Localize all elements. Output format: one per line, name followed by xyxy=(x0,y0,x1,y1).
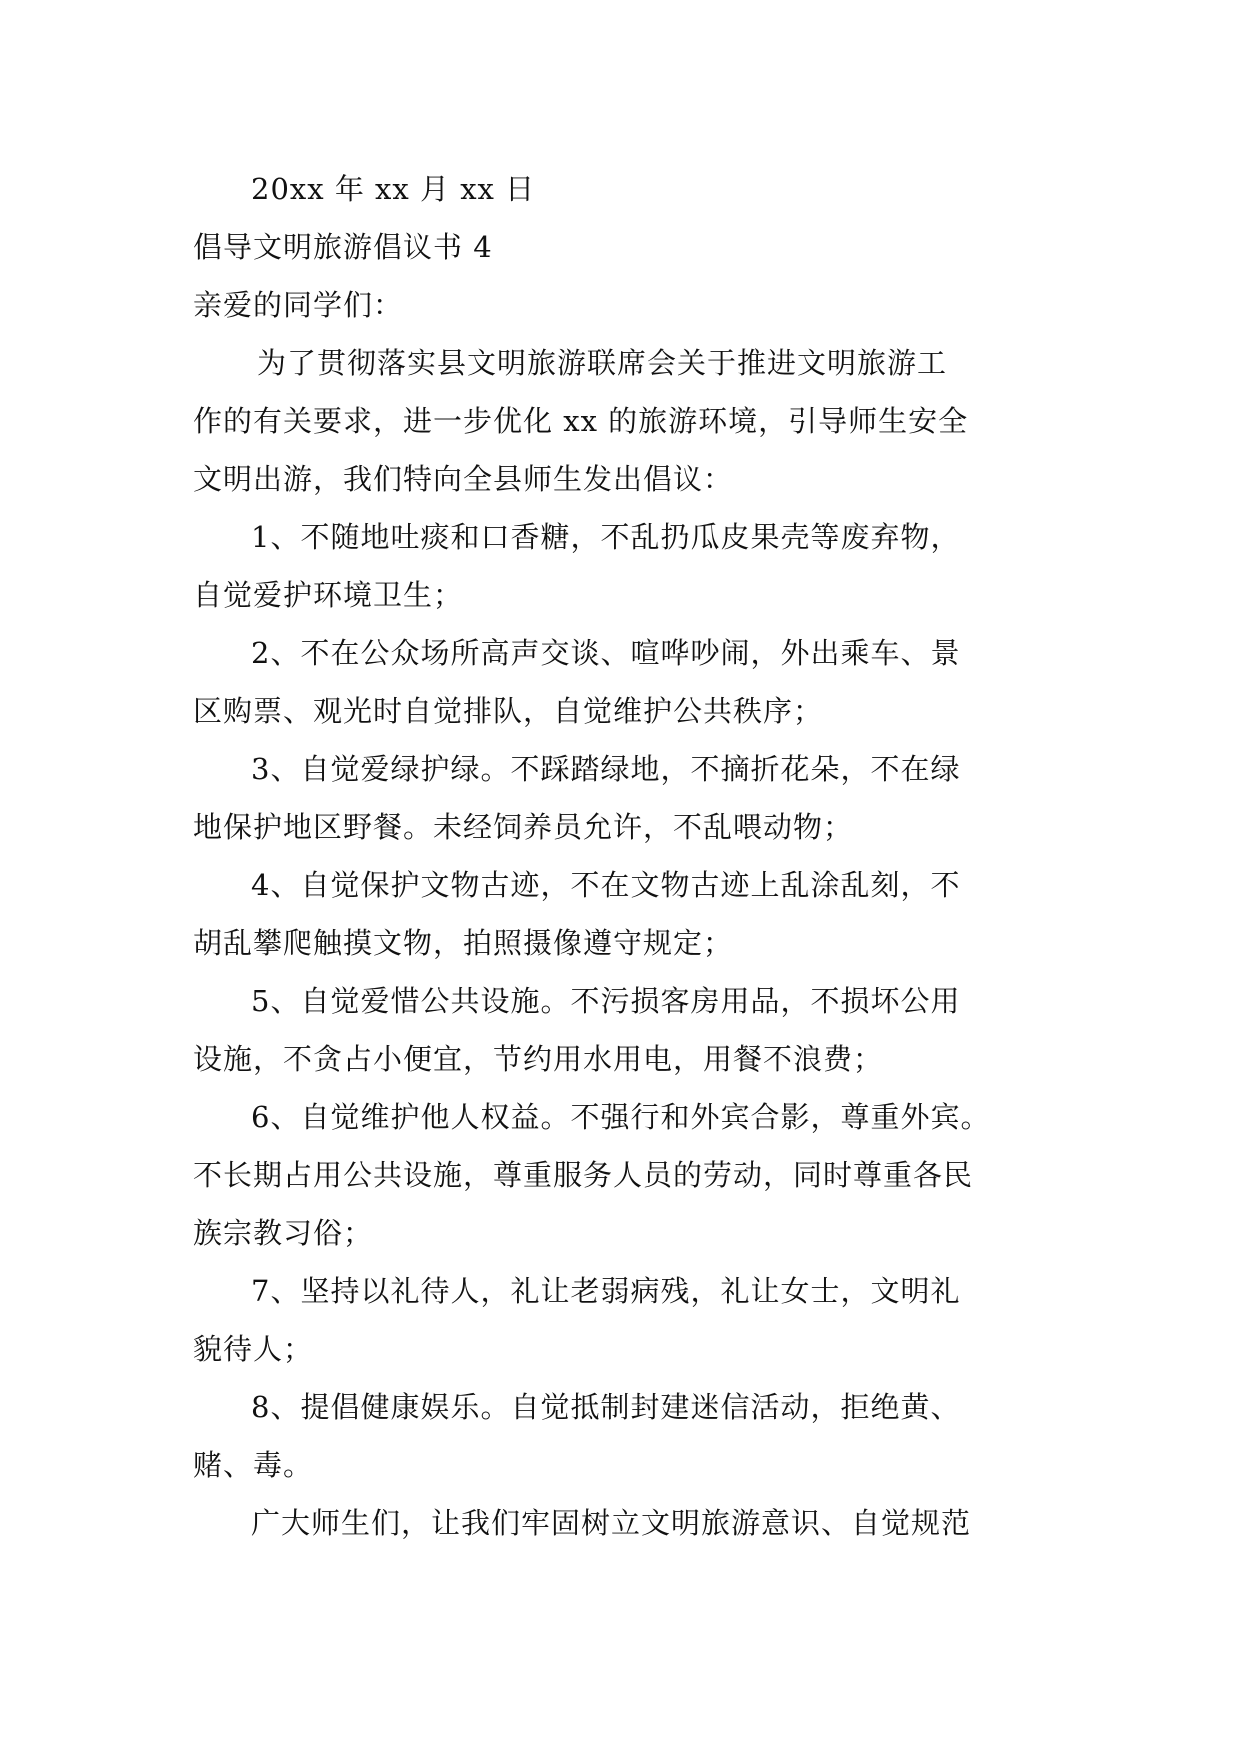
paragraph-line: 为了贯彻落实县文明旅游联席会关于推进文明旅游工 xyxy=(257,346,948,380)
paragraph-line: 5、自觉爱惜公共设施。不污损客房用品，不损坏公用 xyxy=(251,984,961,1018)
paragraph-line: 赌、毒。 xyxy=(193,1448,314,1482)
document-body xyxy=(193,160,1073,1552)
paragraph-line: 设施，不贪占小便宜，节约用水用电，用餐不浪费； xyxy=(193,1042,884,1076)
paragraph-line: 广大师生们，让我们牢固树立文明旅游意识、自觉规范 xyxy=(251,1506,972,1540)
paragraph-line: 文明出游，我们特向全县师生发出倡议： xyxy=(193,462,734,496)
paragraph-line: 区购票、观光时自觉排队，自觉维护公共秩序； xyxy=(193,694,824,728)
paragraph-line: 3、自觉爱绿护绿。不踩踏绿地，不摘折花朵，不在绿 xyxy=(251,752,961,786)
paragraph-line: 族宗教习俗； xyxy=(193,1216,374,1250)
paragraph-line: 8、提倡健康娱乐。自觉抵制封建迷信活动，拒绝黄、 xyxy=(251,1390,961,1424)
paragraph-line: 4、自觉保护文物古迹，不在文物古迹上乱涂乱刻，不 xyxy=(251,868,961,902)
paragraph-line: 胡乱攀爬触摸文物，拍照摄像遵守规定； xyxy=(193,926,734,960)
document-date: 20xx 年 xx 月 xx 日 xyxy=(251,172,536,206)
document-title: 倡导文明旅游倡议书 4 xyxy=(193,230,493,264)
paragraph-line: 自觉爱护环境卫生； xyxy=(193,578,464,612)
paragraph-line: 地保护地区野餐。未经饲养员允许，不乱喂动物； xyxy=(193,810,854,844)
paragraph-line: 作的有关要求，进一步优化 xx 的旅游环境，引导师生安全 xyxy=(193,404,969,438)
paragraph-line: 6、自觉维护他人权益。不强行和外宾合影，尊重外宾。 xyxy=(251,1100,991,1134)
paragraph-line: 貌待人； xyxy=(193,1332,314,1366)
paragraph-line: 不长期占用公共设施，尊重服务人员的劳动，同时尊重各民 xyxy=(193,1158,974,1192)
paragraph-line: 2、不在公众场所高声交谈、喧哗吵闹，外出乘车、景 xyxy=(251,636,961,670)
salutation: 亲爱的同学们： xyxy=(193,288,404,322)
paragraph-line: 1、不随地吐痰和口香糖，不乱扔瓜皮果壳等废弃物， xyxy=(251,520,961,554)
paragraph-line: 7、坚持以礼待人，礼让老弱病残，礼让女士，文明礼 xyxy=(251,1274,961,1308)
